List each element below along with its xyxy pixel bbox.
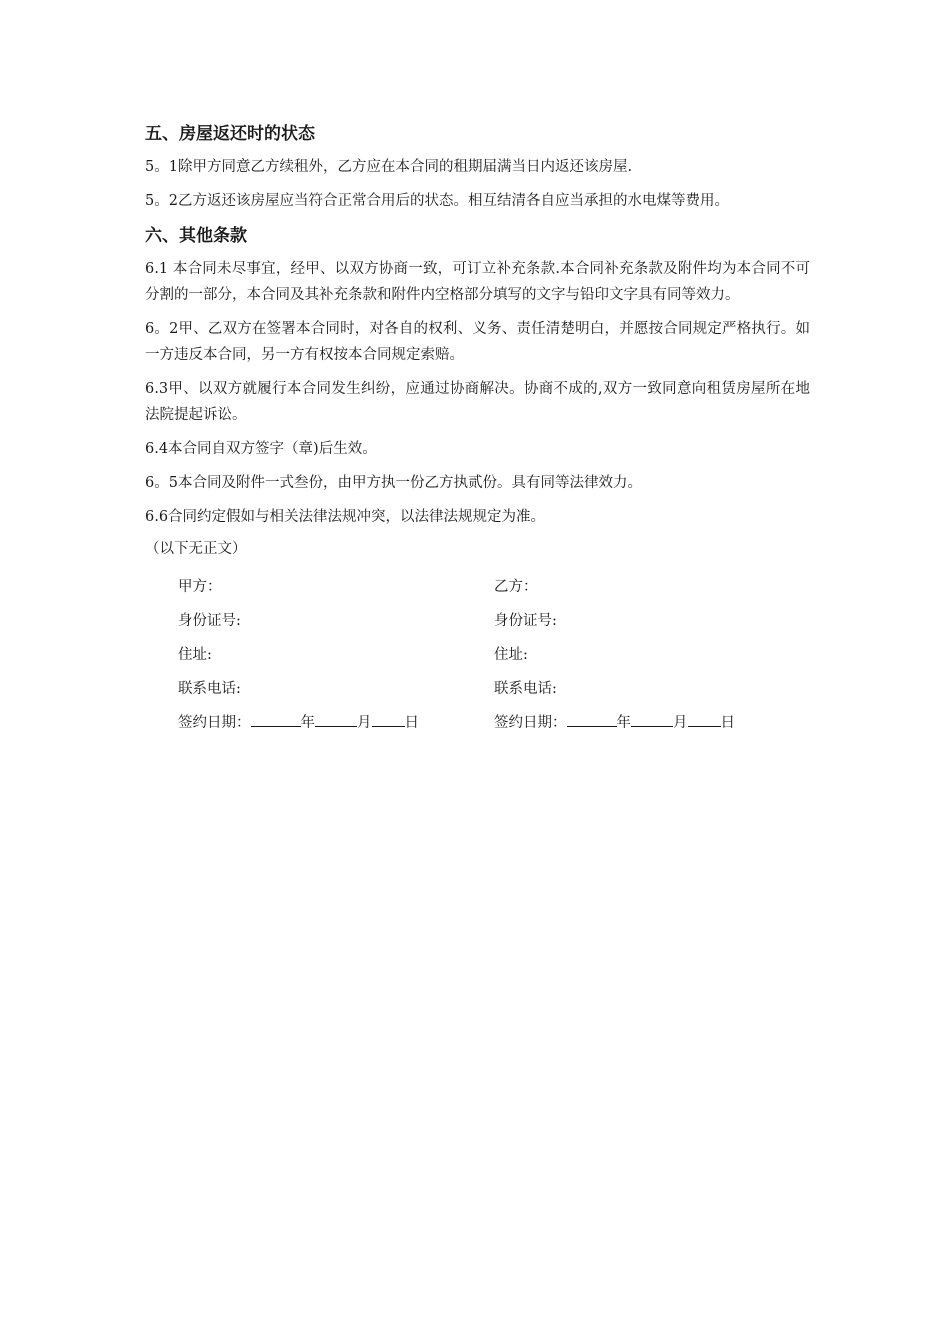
clause-6-4: 6.4本合同自双方签字（章)后生效。 [145,441,377,457]
party-b-address-label: 住址: [494,646,528,663]
year-blank [567,712,617,727]
party-b-date [494,711,810,732]
section-5-heading: 五、房屋返还时的状态 [145,124,315,144]
month-blank [315,712,357,727]
party-b-label: 乙方： [494,578,538,595]
month-blank [631,712,673,727]
clause-6-6: 6.6合同约定假如与相关法律法规冲突，以法律法规规定为准。 [145,509,546,525]
signature-row-date [178,704,810,738]
year-blank [251,712,301,727]
clause-6-5: 6。5本合同及附件一式叁份，由甲方执一份乙方执贰份。具有同等法律效力。 [145,475,642,491]
day-blank [372,712,405,727]
signature-block [178,568,810,738]
party-a-label: 甲方： [178,578,222,595]
clause-6-2: 6。2甲、乙双方在签署本合同时，对各自的权利、义务、责任清楚明白，并愿按合同规定严格执行。如一方违反本合同，另一方有权按本合同规定索赔。 [145,321,810,363]
clause-6-1: 6.1 本合同未尽事宜，经甲、以双方协商一致，可订立补充条款.本合同补充条款及附件均为本合同不可分割的一部分，本合同及其补充条款和附件内空格部分填写的文字与铅印文字具有同等效力。 [145,261,810,303]
date-label: 签约日期： [494,714,567,731]
contract-page [145,120,810,738]
party-b-id-label: 身份证号: [494,612,557,629]
clause-5-2: 5。2乙方返还该房屋应当符合正常合用后的状态。相互结清各自应当承担的水电煤等费用。 [145,193,729,209]
month-label: 月 [673,714,688,731]
year-label: 年 [300,714,315,731]
signature-row-phone [178,670,810,704]
party-a-phone-label: 联系电话: [178,680,241,697]
day-label: 日 [720,714,735,731]
clause-5-1: 5。1除甲方同意乙方续租外，乙方应在本合同的租期届满当日内返还该房屋. [145,159,633,175]
party-a-id-label: 身份证号: [178,612,241,629]
date-label: 签约日期： [178,714,251,731]
signature-row-party [178,568,810,602]
section-6-heading: 六、其他条款 [145,226,247,246]
clause-6-3: 6.3甲、以双方就履行本合同发生纠纷，应通过协商解决。协商不成的,双方一致同意向租赁房屋所在地法院提起诉讼。 [145,381,810,423]
party-b-phone-label: 联系电话: [494,680,557,697]
party-a-address-label: 住址: [178,646,212,663]
signature-row-address [178,636,810,670]
day-label: 日 [404,714,419,731]
signature-row-id [178,602,810,636]
party-a-date [178,711,494,732]
month-label: 月 [357,714,372,731]
year-label: 年 [616,714,631,731]
end-of-text-note: （以下无正文） [145,541,247,557]
day-blank [688,712,721,727]
